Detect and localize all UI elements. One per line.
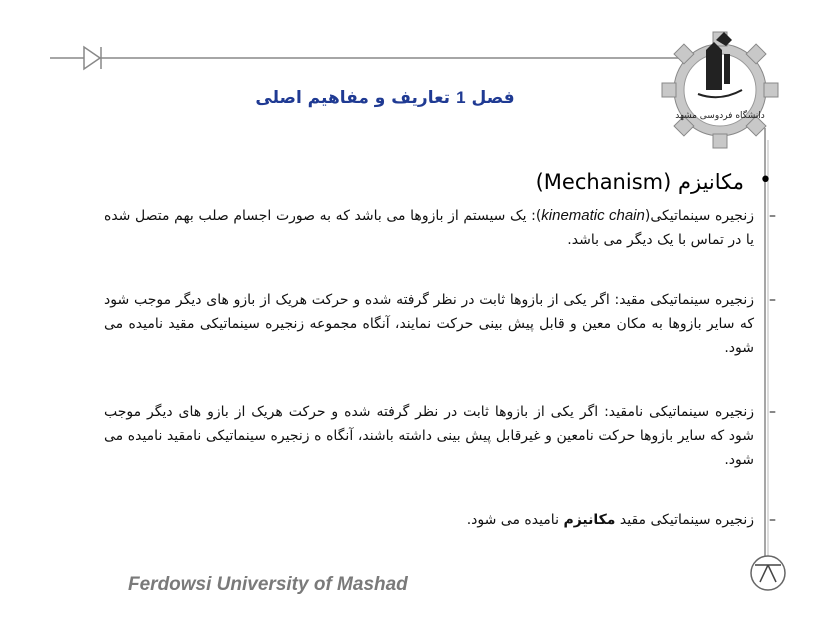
definition-kinematic-chain: – زنجیره سینماتیکی(kinematic chain): یک سیستم از بازوها می باشد که به صورت اجسام صلب بهم متصل شده یا در تماس با یک دیگر می باشد. (104, 204, 754, 252)
title-number: 1 (456, 88, 466, 107)
slide-title (200, 88, 570, 108)
section-heading (535, 168, 772, 194)
title-text: تعاریف و مفاهیم اصلی (255, 88, 451, 108)
diode-icon (84, 47, 101, 69)
item-dash: – (769, 512, 776, 528)
item-dash: – (769, 404, 776, 420)
item-dash: – (769, 208, 776, 224)
ground-symbol-icon (751, 556, 785, 590)
english-term: kinematic chain (541, 207, 645, 224)
heading-bullet: • (759, 168, 772, 193)
footer-university: Ferdowsi University of Mashad (128, 574, 408, 595)
definition-mechanism: – زنجیره سینماتیکی مقید مکانیزم نامیده می شود. (104, 508, 754, 532)
heading-text: مکانیزم (Mechanism) (535, 170, 744, 194)
definition-constrained-chain: – زنجیره سینماتیکی مقید: اگر یکی از بازوها ثابت در نظر گرفته شده و حرکت هریک از بازو های دیگر موجب شود که سایر بازوها به مکان معین و قابل پیش بینی حرکت نمایند، آنگاه مجموعه زنجیره سینماتیکی مقید نامیده می شود. (104, 288, 754, 360)
item-dash: – (769, 292, 776, 308)
mechanism-term: مکانیزم (563, 512, 616, 528)
title-prefix: فصل (471, 88, 515, 108)
definition-unconstrained-chain: – زنجیره سینماتیکی نامقید: اگر یکی از بازوها ثابت در نظر گرفته شده و حرکت هریک از بازو های دیگر موجب شود که سایر بازوها حرکت نامعین و غیرقابل پیش بینی داشته باشند، آنگاه ه زنجیره سینماتیکی نامقید نامیده می شود. (104, 400, 754, 472)
svg-text:دانشگاه فردوسی مشهد: دانشگاه فردوسی مشهد (675, 111, 765, 121)
